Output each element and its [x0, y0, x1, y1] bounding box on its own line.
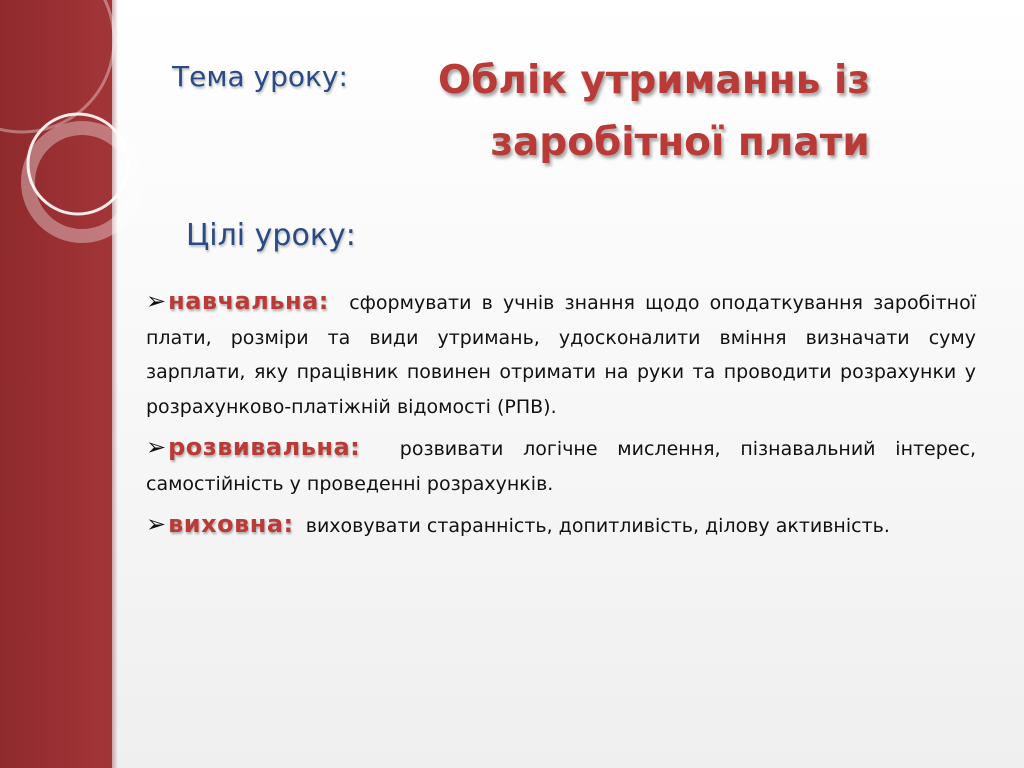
topic-label: Тема уроку:: [172, 60, 348, 93]
goal-item-upbringing: [146, 507, 976, 544]
goal-keyword: виховна:: [168, 510, 294, 538]
goal-text: розвивати логічне мислення, пізнавальний інтерес, самостійність у проведенні розрахунків.: [146, 438, 976, 495]
topic-title-line2: заробітної плати: [490, 120, 870, 165]
goals-list: [146, 284, 976, 550]
goal-item-educational: [146, 284, 976, 424]
arrow-bullet-icon: ➢: [146, 287, 167, 315]
goal-item-developmental: [146, 430, 976, 501]
goals-label: Цілі уроку:: [186, 218, 356, 253]
topic-title: [404, 50, 904, 174]
goal-keyword: розвивальна:: [168, 433, 361, 461]
topic-title-line1: Облік утриманнь із: [438, 58, 870, 103]
goal-text: сформувати в учнів знання щодо оподаткування заробітної плати, розміри та види утримань, удосконалити вміння визначати суму зарплати, яку працівник повинен отримати на руки та проводити розрахунки у розрахунково-платіжній відомості (РПВ).: [146, 292, 976, 418]
arrow-bullet-icon: ➢: [146, 433, 167, 461]
ring-decoration: [0, 0, 140, 260]
goal-keyword: навчальна:: [168, 287, 329, 315]
arrow-bullet-icon: ➢: [146, 510, 167, 538]
goal-text: виховувати старанність, допитливість, ділову активність.: [305, 515, 890, 537]
